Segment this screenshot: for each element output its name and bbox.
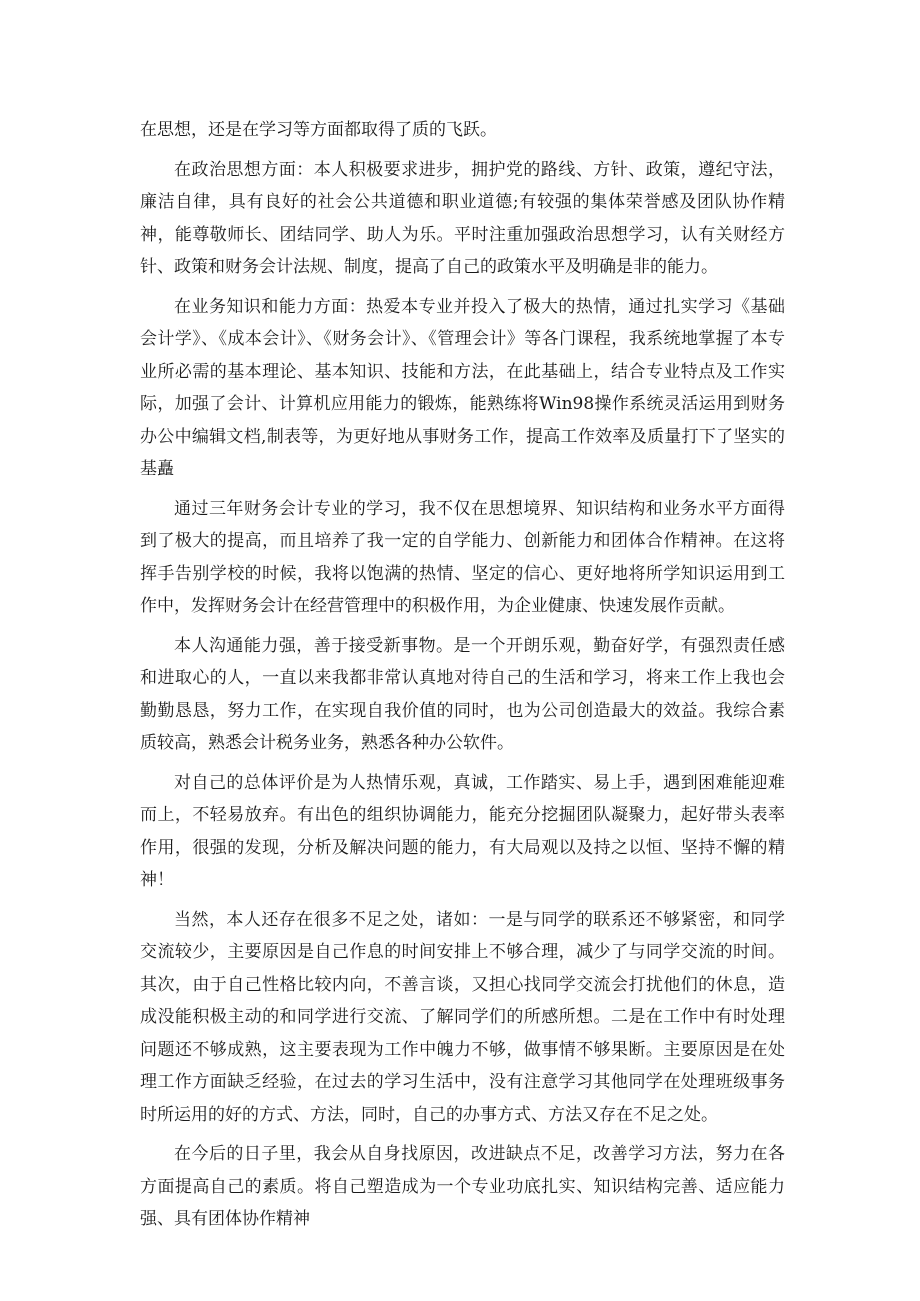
paragraph-political-thought: 在政治思想方面：本人积极要求进步，拥护党的路线、方针、政策，遵纪守法，廉洁自律，具有良好的社会公共道德和职业道德;有较强的集体荣誉感及团队协作精神，能尊敬师长、团结同学、助人为乐。平时注重加强政治思想学习，认有关财经方针、政策和财务会计法规、制度，提高了自己的政策水平及明确是非的能力。 [140, 159, 785, 277]
paragraph-communication: 本人沟通能力强，善于接受新事物。是一个开朗乐观，勤奋好学，有强烈责任感和进取心的人，一直以来我都非常认真地对待自己的生活和学习，将来工作上我也会勤勤恳恳，努力工作，在实现自我价值的同时，也为公司创造最大的效益。我综合素质较高，熟悉会计税务业务，熟悉各种办公软件。 [140, 635, 785, 753]
paragraph-shortcomings: 当然，本人还存在很多不足之处，诸如：一是与同学的联系还不够紧密，和同学交流较少，主要原因是自己作息的时间安排上不够合理，减少了与同学交流的时间。其次，由于自己性格比较内向，不善言谈，又担心找同学交流会打扰他们的休息，造成没能积极主动的和同学进行交流、了解同学们的所感所想。二是在工作中有时处理问题还不够成熟，这主要表现为工作中魄力不够，做事情不够果断。主要原因是在处理工作方面缺乏经验，在过去的学习生活中，没有注意学习其他同学在处理班级事务时所运用的好的方式、方法，同时，自己的办事方式、方法又存在不足之处。 [140, 909, 785, 1125]
paragraph-three-year-study: 通过三年财务会计专业的学习，我不仅在思想境界、知识结构和业务水平方面得到了极大的提高，而且培养了我一定的自学能力、创新能力和团体合作精神。在这将挥手告别学校的时候，我将以饱满的热情、坚定的信心、更好地将所学知识运用到工作中，发挥财务会计在经营管理中的积极作用，为企业健康、快速发展作贡献。 [140, 498, 785, 616]
paragraph-continuation: 在思想，还是在学习等方面都取得了质的飞跃。 [140, 120, 497, 140]
paragraph-future-plans: 在今后的日子里，我会从自身找原因，改进缺点不足，改善学习方法，努力在各方面提高自己的素质。将自己塑造成为一个专业功底扎实、知识结构完善、适应能力强、具有团体协作精神 [140, 1144, 785, 1229]
paragraph-self-evaluation: 对自己的总体评价是为人热情乐观，真诚，工作踏实、易上手，遇到困难能迎难而上，不轻易放弃。有出色的组织协调能力，能充分挖掘团队凝聚力，起好带头表率作用，很强的发现，分析及解决问题的能力，有大局观以及持之以恒、坚持不懈的精神！ [140, 772, 785, 890]
document-page [140, 114, 785, 1243]
paragraph-professional-knowledge: 在业务知识和能力方面：热爱本专业并投入了极大的热情，通过扎实学习《基础会计学》、《成本会计》、《财务会计》、《管理会计》等各门课程，我系统地掌握了本专业所必需的基本理论、基本知识、技能和方法，在此基础上，结合专业特点及工作实际，加强了会计、计算机应用能力的锻炼，能熟练将Win98操作系统灵活运用到财务办公中编辑文档,制表等，为更好地从事财务工作，提高工作效率及质量打下了坚实的基矗 [140, 296, 785, 479]
